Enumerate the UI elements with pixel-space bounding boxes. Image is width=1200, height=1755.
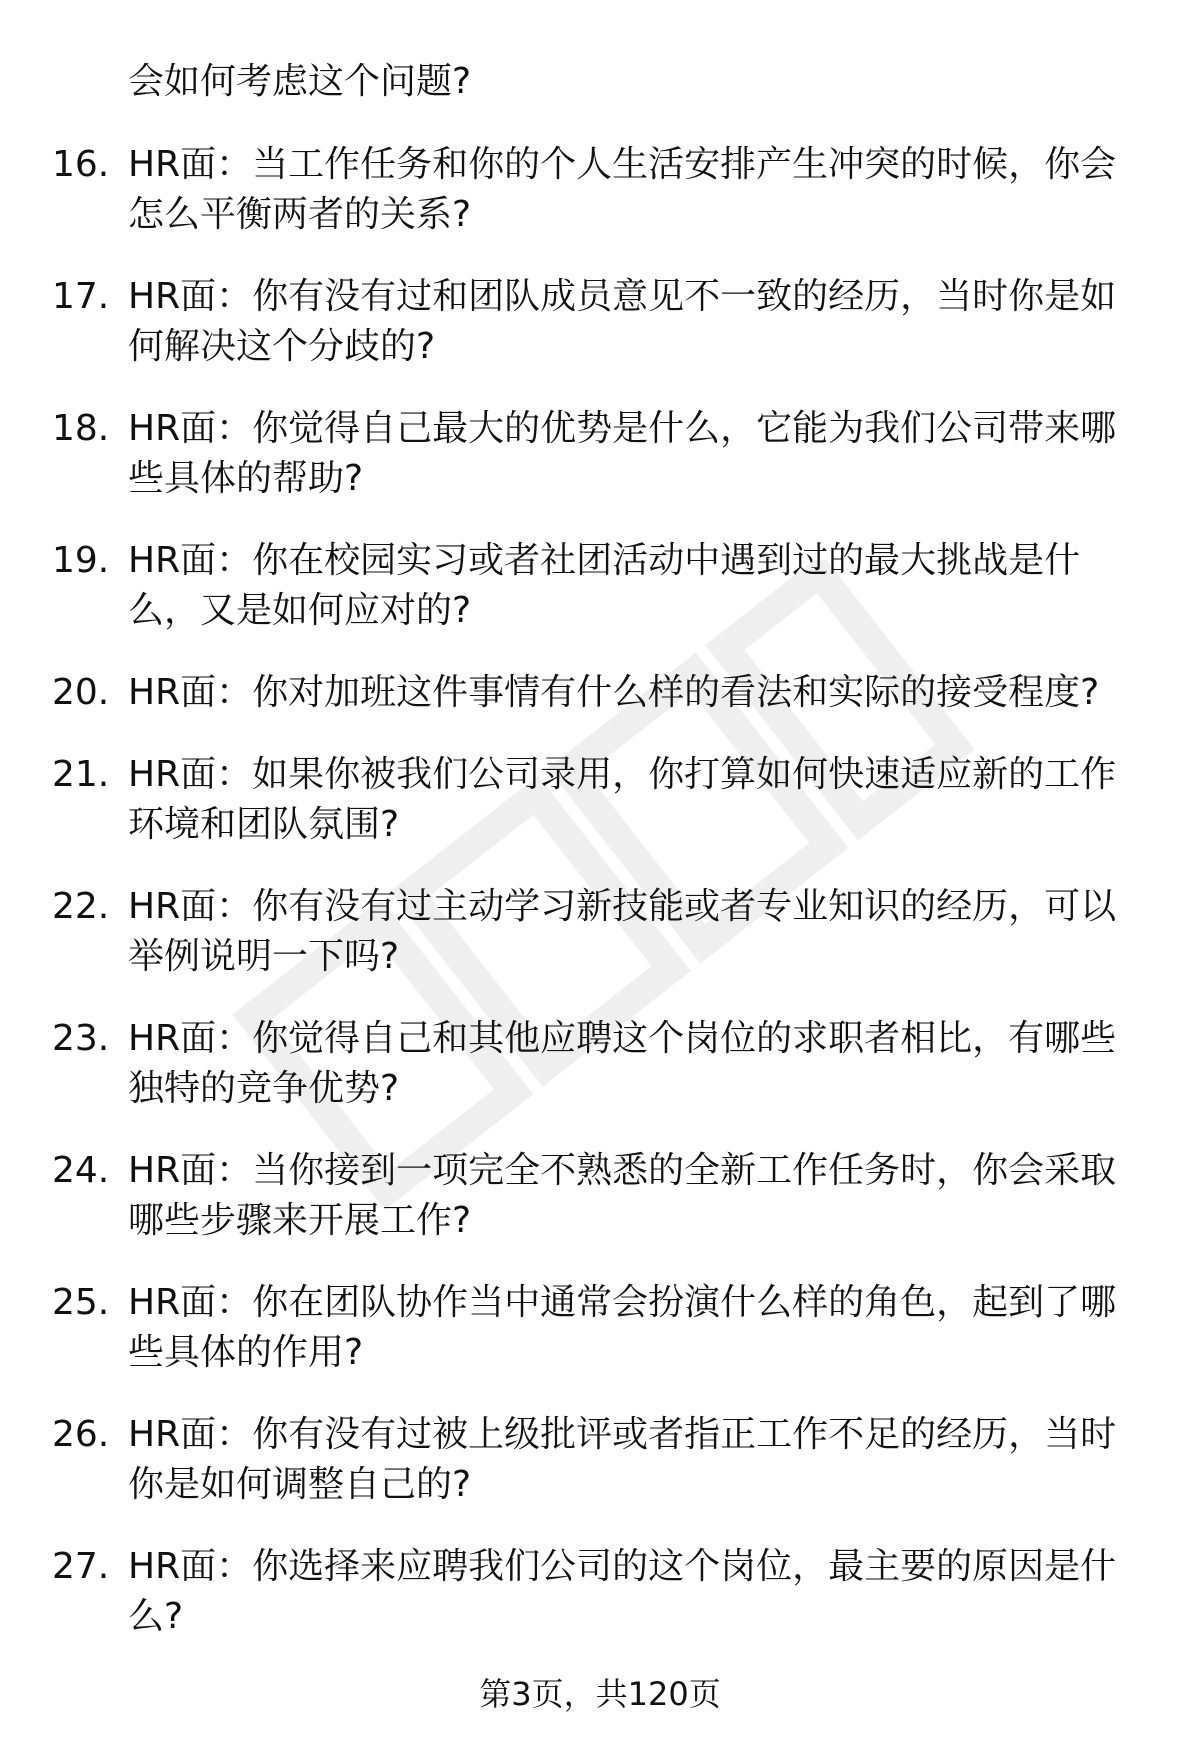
question-number: 20.: [52, 672, 110, 713]
list-item: [0, 668, 1150, 718]
question-text: HR面：你觉得自己最大的优势是什么，它能为我们公司带来哪些具体的帮助?: [128, 408, 1117, 499]
list-item: [0, 272, 1150, 372]
question-text: HR面：你选择来应聘我们公司的这个岗位，最主要的原因是什么?: [128, 1546, 1117, 1637]
list-item: [0, 404, 1150, 504]
question-number: 23.: [52, 1018, 110, 1059]
page-footer: 第3页，共120页: [479, 1675, 721, 1713]
question-text: HR面：你有没有过主动学习新技能或者专业知识的经历，可以举例说明一下吗?: [128, 886, 1117, 977]
list-item: [0, 1014, 1150, 1114]
question-text: HR面：你在校园实习或者社团活动中遇到过的最大挑战是什么，又是如何应对的?: [128, 540, 1081, 631]
list-item: [0, 536, 1150, 636]
question-number: 22.: [52, 886, 110, 927]
list-item: [0, 1146, 1150, 1246]
question-number: 19.: [52, 540, 110, 581]
question-text: HR面：你觉得自己和其他应聘这个岗位的求职者相比，有哪些独特的竞争优势?: [128, 1018, 1117, 1109]
question-number: 24.: [52, 1150, 110, 1191]
continuation-text: 会如何考虑这个问题?: [128, 61, 472, 102]
question-number: 26.: [52, 1414, 110, 1455]
question-list: [0, 140, 1200, 1674]
list-item: [0, 1278, 1150, 1378]
question-number: 17.: [52, 276, 110, 317]
question-number: 27.: [52, 1546, 110, 1587]
list-item: [0, 1410, 1150, 1510]
question-text: HR面：你有没有过和团队成员意见不一致的经历，当时你是如何解决这个分歧的?: [128, 276, 1117, 367]
question-number: 25.: [52, 1282, 110, 1323]
question-number: 18.: [52, 408, 110, 449]
question-text: HR面：你有没有过被上级批评或者指正工作不足的经历，当时你是如何调整自己的?: [128, 1414, 1117, 1505]
question-text: HR面：你对加班这件事情有什么样的看法和实际的接受程度?: [128, 672, 1100, 713]
question-number: 21.: [52, 754, 110, 795]
question-text: HR面：你在团队协作当中通常会扮演什么样的角色，起到了哪些具体的作用?: [128, 1282, 1117, 1373]
question-text: HR面：当工作任务和你的个人生活安排产生冲突的时候，你会怎么平衡两者的关系?: [128, 144, 1117, 235]
question-text: HR面：如果你被我们公司录用，你打算如何快速适应新的工作环境和团队氛围?: [128, 754, 1117, 845]
list-item: [0, 1542, 1150, 1642]
question-number: 16.: [52, 144, 110, 185]
list-item: [0, 882, 1150, 982]
list-item: [0, 750, 1150, 850]
list-item: [0, 140, 1150, 240]
question-text: HR面：当你接到一项完全不熟悉的全新工作任务时，你会采取哪些步骤来开展工作?: [128, 1150, 1117, 1241]
